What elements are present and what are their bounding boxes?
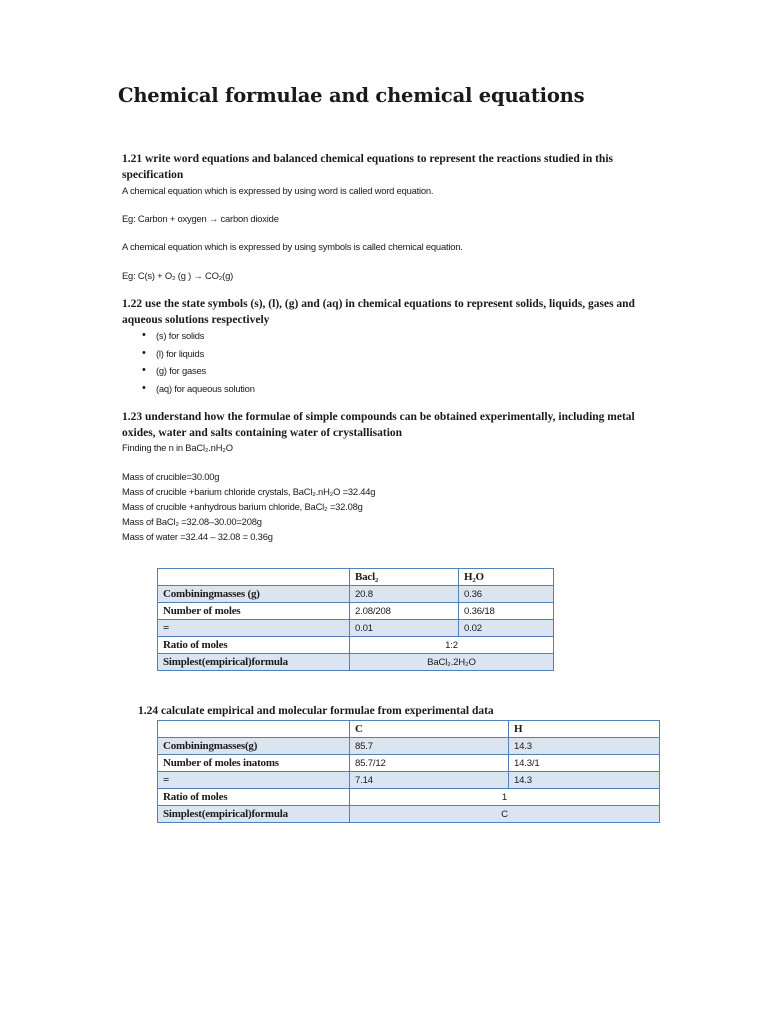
finding-n-line: Finding the n in BaCl₂.nH₂O xyxy=(122,442,233,453)
section-1-21-heading: 1.21 write word equations and balanced chemical equations to represent the reactions studied in this specification xyxy=(122,153,614,181)
list-item: • (g) for gases xyxy=(142,362,442,380)
table-cell: 14.3 xyxy=(509,738,660,755)
table-row xyxy=(158,586,554,603)
column-header: H₂O xyxy=(459,569,554,586)
row-label: Number of moles xyxy=(158,603,350,620)
column-header: C xyxy=(350,721,509,738)
column-header: Bacl₂ xyxy=(350,569,459,586)
word-equation-definition: A chemical equation which is expressed by using word is called word equation. xyxy=(122,185,434,196)
chemical-equation-example: Eg: C(s) + O₂ (g ) → CO₂(g) xyxy=(122,270,234,281)
table-cell: 20.8 xyxy=(350,586,459,603)
table-cell: 1 xyxy=(350,789,660,806)
table-cell: 2.08/208 xyxy=(350,603,459,620)
table-row xyxy=(158,637,554,654)
row-label: = xyxy=(158,620,350,637)
chemical-equation-definition: A chemical equation which is expressed by using symbols is called chemical equation. xyxy=(122,241,463,252)
mass-line: Mass of BaCl₂ =32.08–30.00=208g xyxy=(122,516,262,527)
table-cell: 7.14 xyxy=(350,772,509,789)
table-row xyxy=(158,721,660,738)
table-cell: 85.7 xyxy=(350,738,509,755)
row-label: Simplest(empirical)formula xyxy=(158,806,350,823)
table-cell: 0.01 xyxy=(350,620,459,637)
table-row xyxy=(158,789,660,806)
row-label: Combiningmasses (g) xyxy=(158,586,350,603)
table-cell: 14.3/1 xyxy=(509,755,660,772)
mass-line: Mass of crucible=30.00g xyxy=(122,471,220,482)
row-label: Simplest(empirical)formula xyxy=(158,654,350,671)
table-row xyxy=(158,603,554,620)
table-cell: 85.7/12 xyxy=(350,755,509,772)
column-header: H xyxy=(509,721,660,738)
table-cell: 0.36/18 xyxy=(459,603,554,620)
table-row xyxy=(158,738,660,755)
table-cell: 1:2 xyxy=(350,637,554,654)
table-cell xyxy=(158,569,350,586)
list-item: • (aq) for aqueous solution xyxy=(142,380,442,398)
state-symbol-list xyxy=(142,327,442,398)
table-cell: 0.36 xyxy=(459,586,554,603)
list-item: • (l) for liquids xyxy=(142,345,442,363)
table-row xyxy=(158,654,554,671)
row-label: Ratio of moles xyxy=(158,637,350,654)
section-1-23-heading: 1.23 understand how the formulae of simple compounds can be obtained experimentally, including metal oxides, water and salts containing water of crystallisation xyxy=(122,411,635,439)
table-cell xyxy=(158,721,350,738)
mass-line: Mass of crucible +barium chloride crystals, BaCl₂.nH₂O =32.44g xyxy=(122,486,376,497)
hydrocarbon-table xyxy=(157,720,660,823)
mass-line: Mass of water =32.44 – 32.08 = 0.36g xyxy=(122,531,273,542)
table-row xyxy=(158,569,554,586)
page-title: Chemical formulae and chemical equations xyxy=(118,84,585,107)
table-cell: 0.02 xyxy=(459,620,554,637)
table-cell: C xyxy=(350,806,660,823)
mass-line: Mass of crucible +anhydrous barium chloride, BaCl₂ =32.08g xyxy=(122,501,363,512)
section-1-24-heading: 1.24 calculate empirical and molecular formulae from experimental data xyxy=(138,705,494,717)
word-equation-example: Eg: Carbon + oxygen → carbon dioxide xyxy=(122,213,279,224)
row-label: Ratio of moles xyxy=(158,789,350,806)
section-1-22-heading: 1.22 use the state symbols (s), (l), (g) and (aq) in chemical equations to represent solids, liquids, gases and aqueous solutions respectively xyxy=(122,298,635,326)
barium-chloride-table xyxy=(157,568,554,671)
list-item: • (s) for solids xyxy=(142,327,442,345)
table-cell: BaCl₂.2H₂O xyxy=(350,654,554,671)
table-row xyxy=(158,772,660,789)
row-label: Number of moles inatoms xyxy=(158,755,350,772)
table-row xyxy=(158,806,660,823)
table-cell: 14.3 xyxy=(509,772,660,789)
row-label: Combiningmasses(g) xyxy=(158,738,350,755)
table-row xyxy=(158,620,554,637)
row-label: = xyxy=(158,772,350,789)
table-row xyxy=(158,755,660,772)
